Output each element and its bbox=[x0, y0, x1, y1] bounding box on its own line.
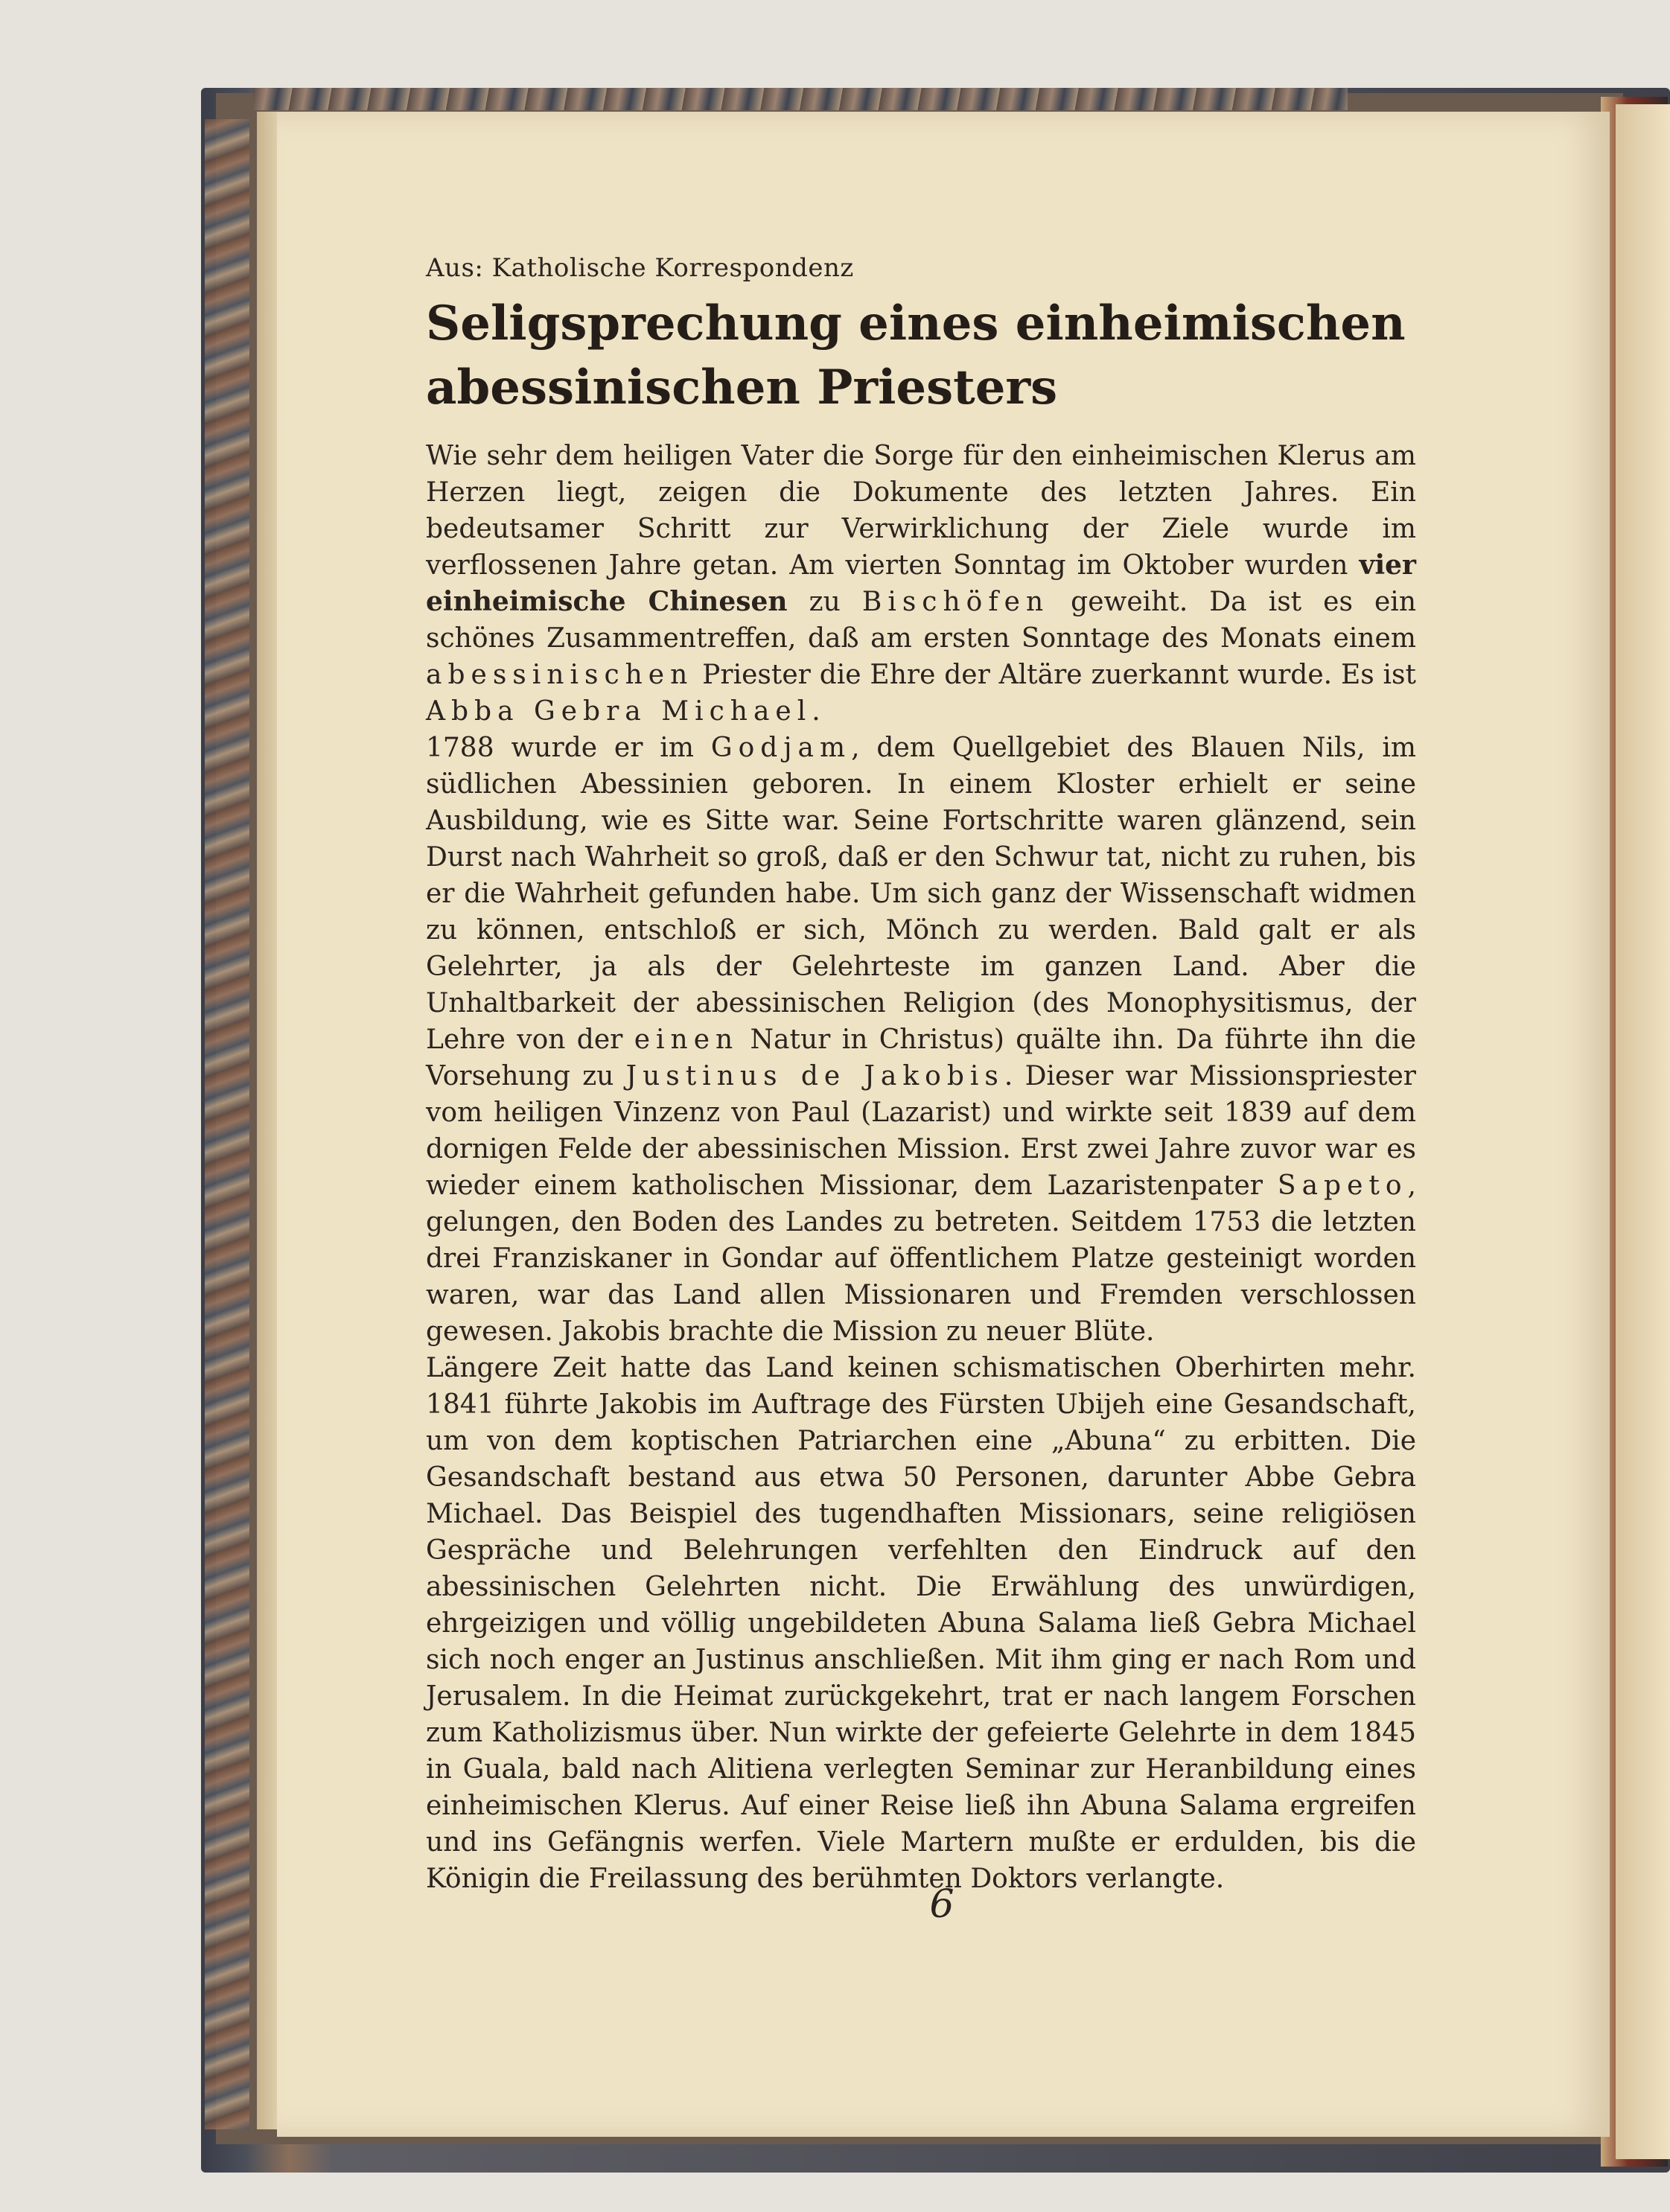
article-title bbox=[426, 292, 1602, 420]
title-line-1: Seligsprechung eines einheimischen bbox=[426, 296, 1406, 351]
emphasis-spaced: Justinus de Jakobis bbox=[625, 1061, 1004, 1091]
facing-page-edge bbox=[1616, 104, 1670, 2159]
marbled-board-left bbox=[205, 119, 249, 2129]
marbled-board-top bbox=[253, 88, 1348, 110]
emphasis-spaced: abessinischen bbox=[426, 660, 694, 690]
text-run: , dem Quellgebiet des Blauen Nils, im südlichen Abessinien geboren. In einem Kloster erhielt er seine Ausbildung, wie es Sitte war. Seine Fortschritte waren glänzend, sein Durst nach Wahrheit so groß, daß er den Schwur tat, nicht zu ruhen, bis er die Wahrheit gefunden habe. Um sich ganz der Wissenschaft widmen zu können, entschloß er sich, Mönch zu werden. Bald galt er als Gelehrter, ja als der Gelehrteste im ganzen Land. Aber die Unhaltbarkeit der abessinischen Religion (des Monophysitismus, der Lehre von der bbox=[426, 733, 1416, 1055]
emphasis-spaced: Sapeto bbox=[1277, 1170, 1408, 1201]
text-run: geweiht. Da ist es ein schönes Zusammentreffen, daß am ersten Sonntage des Monats einem bbox=[426, 587, 1417, 654]
paragraph-2 bbox=[426, 730, 1416, 1350]
emphasis-bold: vier einheimische Chinesen bbox=[426, 549, 1416, 617]
emphasis-spaced: Abba Gebra Michael bbox=[426, 696, 812, 727]
text-run: Natur in Christus) quälte ihn. Da führte ihn die Vorsehung zu bbox=[426, 1024, 1416, 1091]
page-edge bbox=[257, 112, 279, 2129]
article-body bbox=[426, 438, 1416, 1897]
text-run: Wie sehr dem heiligen Vater die Sorge für den einheimischen Klerus am Herzen liegt, zeigen die Dokumente des letzten Jahres. Ein bedeutsamer Schritt zur Verwirklichung der Ziele wurde im verflossenen Jahre getan. Am vierten Sonntag im Oktober wurden bbox=[426, 441, 1416, 581]
source-line: Aus: Katholische Korrespondenz bbox=[426, 253, 854, 283]
text-run: Priester die Ehre der Altäre zuerkannt wurde. Es ist bbox=[693, 660, 1416, 690]
text-run: 1788 wurde er im bbox=[426, 733, 711, 763]
paragraph-3: Längere Zeit hatte das Land keinen schismatischen Oberhirten mehr. 1841 führte Jakobis im Auftrage des Fürsten Ubijeh eine Gesandschaft, um von dem koptischen Patriarchen eine „Abuna“ zu erbitten. Die Gesandschaft bestand aus etwa 50 Personen, darunter Abbe Gebra Michael. Das Beispiel des tugendhaften Missionars, seine religiösen Gespräche und Belehrungen verfehlten den Eindruck auf den abessinischen Gelehrten nicht. Die Erwählung des unwürdigen, ehrgeizigen und völlig ungebildeten Abuna Salama ließ Gebra Michael sich noch enger an Justinus anschließen. Mit ihm ging er nach Rom und Jerusalem. In die Heimat zurückgekehrt, trat er nach langem Forschen zum Katholizismus über. Nun wirkte der gefeierte Gelehrte in dem 1845 in Guala, bald nach Alitiena verlegten Seminar zur Heranbildung eines einheimischen Klerus. Auf einer Reise ließ ihn Abuna Salama ergreifen und ins Gefängnis werfen. Viele Martern mußte er erdulden, bis die Königin die Freilassung des berühmten Doktors verlangte. bbox=[426, 1353, 1416, 1894]
emphasis-spaced: Godjam bbox=[710, 733, 852, 763]
paragraph-1 bbox=[426, 438, 1416, 730]
text-run: . bbox=[812, 696, 820, 727]
text-run: , gelungen, den Boden des Landes zu betreten. Seitdem 1753 die letzten drei Franziskaner in Gondar auf öffentlichem Platze gesteinigt worden waren, war das Land allen Missionaren und Fremden verschlossen gewesen. Jakobis brachte die Mission zu neuer Blüte. bbox=[426, 1170, 1416, 1347]
emphasis-spaced: Bischöfen bbox=[861, 587, 1050, 617]
emphasis-spaced: einen bbox=[634, 1024, 739, 1055]
text-run: zu bbox=[787, 587, 862, 617]
text-run: . Dieser war Missionspriester vom heiligen Vinzenz von Paul (Lazarist) und wirkte seit 1839 auf dem dornigen Felde der abessinischen Mission. Erst zwei Jahre zuvor war es wieder einem katholischen Missionar, dem Lazaristenpater bbox=[426, 1061, 1416, 1201]
title-line-2: abessinischen Priesters bbox=[426, 360, 1058, 415]
page-number: 6 bbox=[929, 1882, 954, 1927]
